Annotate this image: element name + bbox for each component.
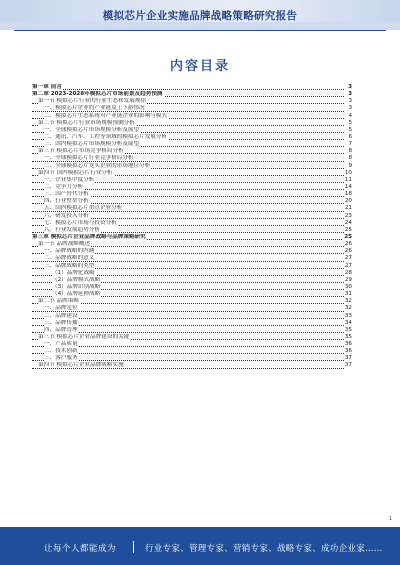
toc-entry-title: 第四节 模拟芯片企业品牌战略实施 (38, 362, 124, 369)
toc-entry-title: 一、模拟芯片企业的产业链及上下游情况 (44, 105, 145, 112)
toc-entry-page: 11 (344, 176, 352, 183)
toc-entry-page: 3 (348, 105, 352, 112)
toc-entry-page: 5 (348, 119, 352, 126)
toc-entry-page: 23 (344, 212, 352, 219)
toc-entry-title: 三、国内模拟芯片市场规模分析及展望 (44, 141, 140, 148)
toc-entry-page: 3 (348, 84, 352, 90)
toc-entry-title: 三、客户服务 (44, 355, 78, 362)
toc-leader-dots (32, 89, 344, 90)
toc-entry[interactable] (32, 270, 352, 277)
toc-entry-page: 6 (348, 133, 352, 140)
footer-slogan: 让每个人都能成为 (44, 544, 117, 554)
toc-entry[interactable] (32, 105, 352, 112)
toc-entry-page: 7 (348, 141, 352, 148)
toc-entry-page: 10 (344, 169, 352, 176)
toc-entry[interactable] (32, 305, 352, 312)
toc-entry-title: 第二节 模拟芯片行业市场规模预测分析 (38, 119, 135, 126)
toc-entry-title: 七、模拟芯片市场与投资分析 (44, 219, 117, 226)
toc-entry-title: 六、研发投入分析 (44, 212, 89, 219)
toc-entry-title: 第二节 品牌策略 (38, 298, 79, 305)
toc-entry[interactable] (32, 298, 352, 305)
toc-entry[interactable] (32, 177, 352, 184)
toc-entry[interactable] (32, 148, 352, 155)
toc-entry-title: 第二章 2023-2028年模拟芯片市场前景及趋势预测 (32, 91, 163, 98)
toc-entry-title: 第三节 模拟芯片市场竞争格局分析 (38, 148, 124, 155)
toc-entry-page: 36 (344, 348, 352, 355)
toc-entry[interactable] (32, 98, 352, 105)
toc-entry-page: 32 (344, 305, 352, 312)
footer-bar (0, 527, 400, 565)
toc-entry[interactable] (32, 291, 352, 298)
toc-entry-title: 二、竞争力分析 (44, 183, 84, 190)
toc-entry-title: 四、品牌管理 (44, 326, 78, 333)
toc-entry-page: 25 (344, 233, 352, 240)
table-of-contents (32, 84, 352, 370)
footer-tagline: 行业专家、管理专家、营销专家、战略专家、成功企业家…… (145, 544, 383, 554)
toc-entry-title: （2）品牌模式战略 (52, 276, 101, 283)
toc-entry-title: 五、国内模拟芯片重点企业分析 (44, 205, 123, 212)
toc-entry[interactable] (32, 184, 352, 191)
toc-entry-page: 30 (344, 283, 352, 290)
toc-entry-title: （3）品牌识别战略 (52, 283, 101, 290)
toc-entry-page: 34 (344, 319, 352, 326)
toc-entry[interactable] (32, 334, 352, 341)
toc-entry-title: 二、全球模拟芯片龙头企业的市场地位分析 (44, 162, 151, 169)
toc-entry-page: 29 (344, 276, 352, 283)
toc-entry[interactable] (32, 277, 352, 284)
toc-entry-title: 三、品牌战略的类型 (44, 262, 95, 269)
toc-entry[interactable] (32, 362, 352, 369)
toc-entry-page: 9 (348, 162, 352, 169)
toc-entry[interactable] (32, 120, 352, 127)
toc-entry-title: 第一章 前言 (32, 84, 62, 90)
toc-entry-page: 35 (344, 326, 352, 333)
toc-entry-page: 24 (344, 219, 352, 226)
toc-entry-page: 31 (344, 291, 352, 298)
toc-entry-title: 四、行业壁垒分析 (44, 198, 89, 205)
toc-entry-page: 26 (344, 248, 352, 255)
toc-entry[interactable] (32, 213, 352, 220)
toc-entry[interactable] (32, 320, 352, 327)
toc-entry-title: 二、通讯、汽车、工控等领域的模拟芯片发展分析 (44, 133, 168, 140)
toc-entry-title: 第三节 模拟芯片企业品牌建设的关键 (38, 333, 130, 340)
toc-heading: 内容目录 (169, 59, 230, 74)
toc-entry-page: 3 (348, 91, 352, 98)
toc-entry-title: 一、品牌定位 (44, 305, 78, 312)
toc-entry-title: （1）品牌化战略 (52, 269, 95, 276)
toc-entry[interactable] (32, 134, 352, 141)
toc-entry-page: 20 (344, 198, 352, 205)
toc-entry-title: 二、品牌战略的意义 (44, 255, 95, 262)
toc-entry[interactable] (32, 348, 352, 355)
document-title: 模拟芯片企业实施品牌战略策略研究报告 (102, 10, 298, 22)
document-header (0, 0, 400, 38)
toc-entry-page: 8 (348, 155, 352, 162)
toc-entry-page: 21 (344, 205, 352, 212)
toc-entry-title: 一、产品质量 (44, 341, 78, 348)
toc-entry-title: 三、国产替代分析 (44, 191, 89, 198)
toc-entry-page: 5 (348, 126, 352, 133)
footer-separator (133, 541, 134, 553)
toc-entry[interactable] (32, 284, 352, 291)
toc-entry-page: 28 (344, 269, 352, 276)
toc-entry-page: 4 (348, 112, 352, 119)
toc-entry[interactable] (32, 91, 352, 98)
toc-entry-title: 二、技术创新 (44, 348, 78, 355)
toc-entry[interactable] (32, 191, 352, 198)
toc-entry[interactable] (32, 341, 352, 348)
toc-entry[interactable] (32, 127, 352, 134)
toc-entry-title: 二、模拟芯片生态系统对产业链企业的影响与模式 (44, 112, 168, 119)
toc-entry-page: 8 (348, 148, 352, 155)
toc-entry-title: 第四节 国内模拟芯片行业分析 (38, 169, 113, 176)
toc-entry-title: 一、全球模拟芯片行业竞争格局分析 (44, 155, 134, 162)
toc-entry-title: 八、行业发展趋势分析 (44, 226, 100, 233)
toc-entry-title: 一、全球模拟芯片市场规模分析及展望 (44, 126, 140, 133)
toc-entry[interactable] (32, 234, 352, 241)
header-divider (14, 30, 386, 31)
toc-entry[interactable] (32, 248, 352, 255)
toc-entry[interactable] (32, 84, 352, 91)
toc-entry-title: 三、品牌传播 (44, 319, 78, 326)
page-number: 1 (388, 516, 392, 522)
toc-entry-page: 27 (344, 255, 352, 262)
toc-entry-page: 37 (344, 355, 352, 362)
toc-entry[interactable] (32, 141, 352, 148)
toc-entry-page: 14 (344, 183, 352, 190)
toc-entry-page: 32 (344, 298, 352, 305)
toc-entry[interactable] (32, 163, 352, 170)
toc-entry[interactable] (32, 198, 352, 205)
toc-entry[interactable] (32, 263, 352, 270)
toc-entry-page: 3 (348, 98, 352, 105)
toc-entry-title: 第三章 模拟芯片企业品牌战略与品牌策略研究 (32, 233, 146, 240)
toc-entry-page: 33 (344, 312, 352, 319)
toc-entry[interactable] (32, 155, 352, 162)
toc-entry-page: 35 (344, 333, 352, 340)
toc-entry[interactable] (32, 255, 352, 262)
toc-entry[interactable] (32, 241, 352, 248)
toc-entry[interactable] (32, 170, 352, 177)
toc-entry-page: 26 (344, 241, 352, 248)
toc-entry[interactable] (32, 113, 352, 120)
toc-entry-title: 二、品牌建设 (44, 312, 78, 319)
toc-entry-page: 37 (344, 362, 352, 369)
toc-entry-title: 第一节 品牌战略概述 (38, 241, 91, 248)
toc-entry[interactable] (32, 313, 352, 320)
toc-entry-title: （4）品牌延伸战略 (52, 291, 101, 298)
toc-entry[interactable] (32, 227, 352, 234)
toc-entry[interactable] (32, 220, 352, 227)
toc-entry-page: 27 (344, 262, 352, 269)
toc-entry-page: 25 (344, 226, 352, 233)
toc-entry-title: 一、品牌战略的内涵 (44, 248, 95, 255)
toc-entry-page: 36 (344, 341, 352, 348)
toc-entry-title: 一、企业集中度分析 (44, 176, 95, 183)
toc-entry[interactable] (32, 355, 352, 362)
toc-entry[interactable] (32, 327, 352, 334)
toc-entry-title: 第一节 模拟芯片行业的行业生态和发展规律 (38, 98, 147, 105)
toc-entry-page: 18 (344, 191, 352, 198)
toc-entry[interactable] (32, 205, 352, 212)
